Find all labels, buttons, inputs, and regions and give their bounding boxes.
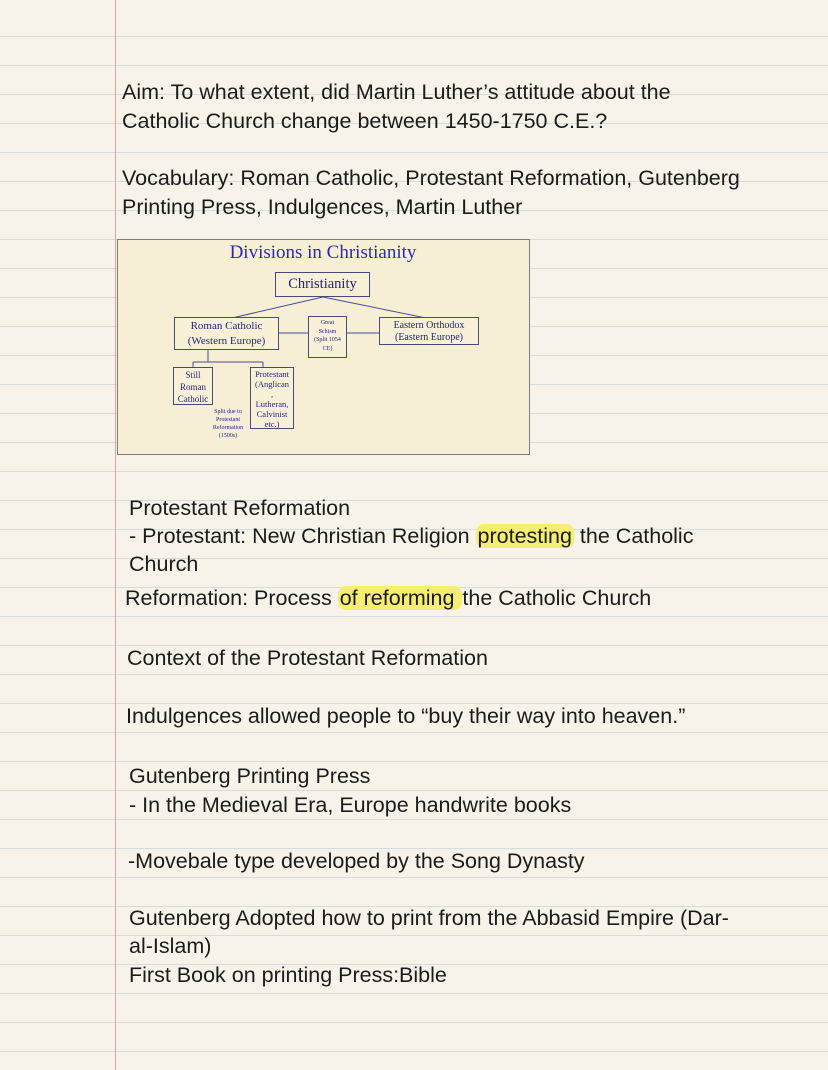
protestant-line-4: Lutheran,: [255, 399, 289, 409]
split-note: [206, 408, 250, 440]
context-heading: Context of the Protestant Reformation: [127, 646, 488, 670]
protestant-reformation-heading: Protestant Reformation: [129, 496, 351, 520]
reformation-definition: [125, 584, 651, 613]
great-schism-line-4: CE): [322, 345, 333, 352]
eastern-orthodox-label: Eastern Orthodox: [393, 320, 465, 331]
medieval-note: - In the Medieval Era, Europe handwrite books: [129, 793, 572, 817]
christianity-box: Christianity: [275, 272, 370, 297]
great-schism-line-1: Great: [320, 320, 335, 326]
catholic-label: Catholic: [177, 394, 209, 404]
aim-line-1: Aim: To what extent, did Martin Luther’s attitude about the: [122, 80, 671, 104]
protestant-line-2: (Anglican: [255, 379, 289, 389]
split-note-line-2: Protestant: [216, 417, 240, 423]
protestant-line-5: Calvinist: [256, 409, 288, 419]
protestant-line-6: etc.): [264, 419, 280, 429]
aim-line-2: Catholic Church change between 1450-1750 C.E.?: [122, 109, 608, 133]
protestant-line-3: ,: [270, 389, 274, 399]
movable-type-note: -Movebale type developed by the Song Dynasty: [128, 849, 585, 873]
indulgences-note: Indulgences allowed people to “buy their way into heaven.”: [126, 704, 686, 728]
margin-line: [115, 0, 116, 1070]
protesting-highlight: protesting: [477, 524, 572, 548]
still-roman-catholic-box: [173, 367, 213, 405]
eastern-orthodox-box: [379, 317, 479, 345]
protestant-box: [250, 367, 294, 429]
reforming-highlight: of reforming: [339, 586, 461, 610]
eastern-europe-label: (Eastern Europe): [394, 332, 464, 343]
reformation-definition-post: the Catholic Church: [462, 586, 652, 610]
protestant-line-1: Protestant: [255, 369, 289, 379]
roman-catholic-box: [174, 317, 279, 350]
diagram-title: Divisions in Christianity: [229, 242, 417, 263]
split-note-line-1: Split due to: [214, 409, 242, 415]
abbasid-note-line-1: Gutenberg Adopted how to print from the Abbasid Empire (Dar-: [129, 906, 729, 930]
gutenberg-heading: Gutenberg Printing Press: [129, 764, 371, 788]
split-note-line-4: (1500s): [218, 433, 238, 439]
first-book-note: First Book on printing Press:Bible: [129, 963, 447, 987]
reformation-definition-pre: Reformation: Process: [125, 586, 338, 610]
protestant-definition: [129, 522, 693, 551]
roman-label: Roman: [180, 382, 206, 392]
christianity-divisions-diagram: [117, 239, 530, 455]
great-schism-line-3: (Split 1054: [314, 337, 341, 343]
western-europe-label: (Western Europe): [187, 335, 266, 347]
great-schism-line-2: Schism: [318, 328, 337, 335]
protestant-definition-post: the Catholic: [573, 524, 694, 548]
protestant-definition-line-2: Church: [129, 552, 199, 576]
abbasid-note-line-2: al-Islam): [129, 934, 212, 958]
vocabulary-line-1: Vocabulary: Roman Catholic, Protestant Reformation, Gutenberg: [122, 166, 740, 190]
protestant-definition-pre: - Protestant: New Christian Religion: [129, 524, 476, 548]
vocabulary-line-2: Printing Press, Indulgences, Martin Luther: [122, 195, 523, 219]
roman-catholic-label: Roman Catholic: [190, 320, 263, 332]
still-label: Still: [185, 370, 201, 380]
split-note-line-3: Reformation: [212, 425, 244, 431]
great-schism-box: [308, 316, 347, 358]
